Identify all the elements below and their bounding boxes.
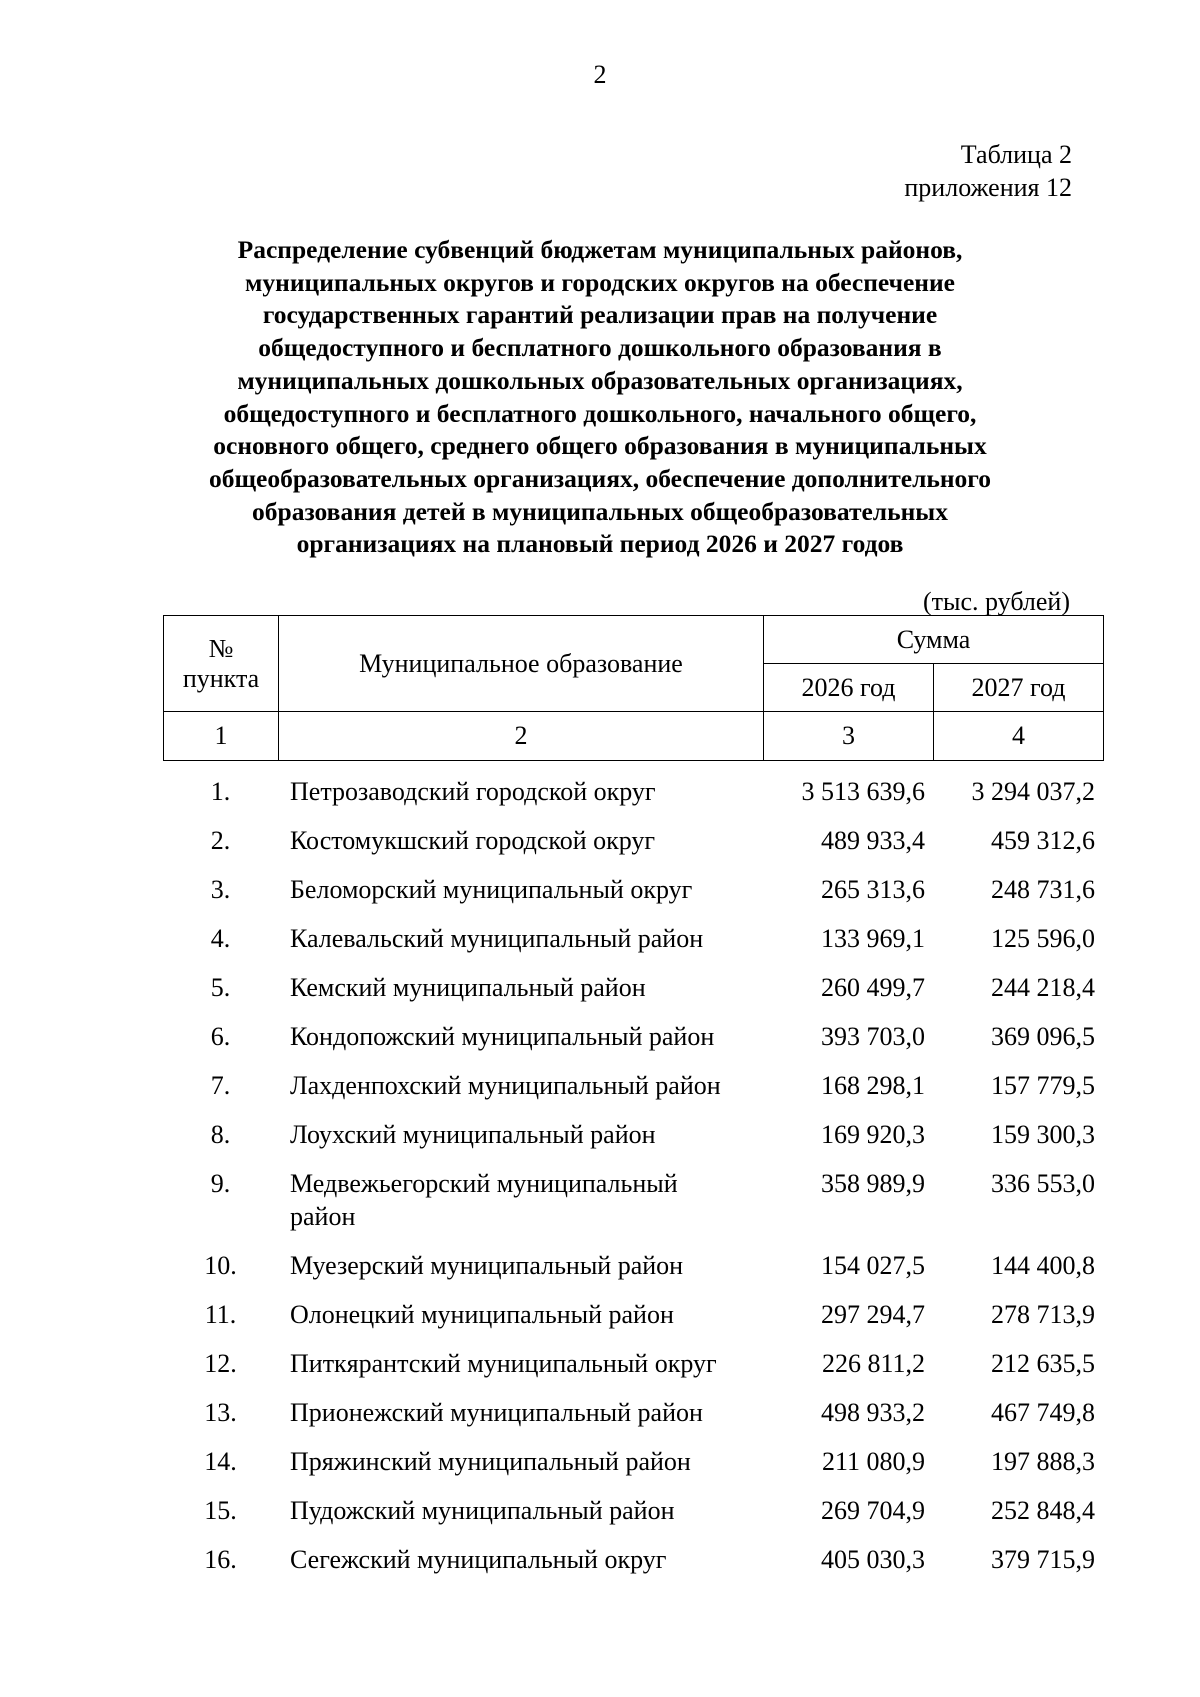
amount-2026: 489 933,4 bbox=[821, 826, 925, 855]
column-number: 3 bbox=[764, 712, 934, 761]
title-line: образования детей в муниципальных общеобразовательных bbox=[252, 496, 948, 526]
amount-2027: 125 596,0 bbox=[991, 924, 1095, 953]
table-row bbox=[163, 1543, 1103, 1592]
table-row bbox=[163, 1347, 1103, 1396]
municipality-name-line: район bbox=[290, 1202, 356, 1231]
amount-2026: 358 989,9 bbox=[821, 1169, 925, 1198]
municipality-name: Кемский муниципальный район bbox=[290, 973, 646, 1002]
row-number: 8. bbox=[210, 1120, 231, 1149]
title-line: муниципальных дошкольных образовательных организациях, bbox=[237, 365, 963, 395]
row-number: 1. bbox=[210, 777, 231, 806]
amount-2027: 157 779,5 bbox=[991, 1071, 1095, 1100]
header-number-symbol: № bbox=[208, 633, 234, 663]
title-line: Распределение субвенций бюджетам муниципальных районов, bbox=[237, 235, 963, 264]
header-sum: Сумма bbox=[764, 616, 1104, 664]
municipality-name-line: Медвежьегорский муниципальный bbox=[290, 1169, 678, 1198]
row-number: 3. bbox=[210, 875, 231, 904]
amount-2027: 467 749,8 bbox=[991, 1398, 1095, 1427]
row-number: 13. bbox=[204, 1398, 237, 1427]
table-row bbox=[163, 873, 1103, 922]
header-number-cell bbox=[164, 616, 279, 712]
table-row bbox=[163, 1494, 1103, 1543]
document-title bbox=[190, 234, 1010, 561]
table-row bbox=[163, 775, 1103, 824]
amount-2027: 159 300,3 bbox=[991, 1120, 1095, 1149]
amount-2027: 197 888,3 bbox=[991, 1447, 1095, 1476]
amount-2027: 252 848,4 bbox=[991, 1496, 1095, 1525]
municipality-name: Прионежский муниципальный район bbox=[290, 1398, 703, 1427]
amount-2027: 278 713,9 bbox=[991, 1300, 1095, 1329]
table-row bbox=[163, 1020, 1103, 1069]
appendix-reference-line: приложения 12 bbox=[904, 173, 1072, 202]
amount-2027: 336 553,0 bbox=[991, 1169, 1095, 1198]
municipality-name bbox=[278, 1167, 763, 1249]
amount-2026: 168 298,1 bbox=[821, 1071, 925, 1100]
amount-2027: 212 635,5 bbox=[991, 1349, 1095, 1378]
amount-2027: 248 731,6 bbox=[991, 875, 1095, 904]
row-number: 6. bbox=[210, 1022, 231, 1051]
title-line: общедоступного и бесплатного дошкольного образования в bbox=[258, 333, 942, 363]
amount-2026: 226 811,2 bbox=[821, 1349, 925, 1378]
data-table bbox=[163, 775, 1103, 1592]
table-row bbox=[163, 1445, 1103, 1494]
row-number: 11. bbox=[204, 1300, 237, 1329]
table-row bbox=[163, 971, 1103, 1020]
row-number: 4. bbox=[210, 924, 231, 953]
row-number: 15. bbox=[204, 1496, 237, 1525]
title-line: основного общего, среднего общего образования в муниципальных bbox=[213, 431, 987, 461]
page-number: 2 bbox=[593, 60, 607, 89]
amount-2026: 260 499,7 bbox=[821, 973, 925, 1002]
title-line: муниципальных округов и городских округов на обеспечение bbox=[245, 267, 955, 297]
municipality-name: Калевальский муниципальный район bbox=[290, 924, 704, 953]
table-header bbox=[163, 615, 1104, 761]
municipality-name: Лоухский муниципальный район bbox=[290, 1120, 656, 1149]
table-row bbox=[163, 1118, 1103, 1167]
table-row bbox=[163, 1069, 1103, 1118]
row-number: 10. bbox=[204, 1251, 237, 1280]
table-reference bbox=[904, 138, 1072, 204]
amount-2027: 369 096,5 bbox=[991, 1022, 1095, 1051]
municipality-name: Сегежский муниципальный округ bbox=[290, 1545, 667, 1574]
amount-2026: 265 313,6 bbox=[821, 875, 925, 904]
table-row bbox=[163, 1298, 1103, 1347]
municipality-name: Петрозаводский городской округ bbox=[290, 777, 656, 806]
column-number: 2 bbox=[279, 712, 764, 761]
table-row bbox=[163, 922, 1103, 971]
column-number: 1 bbox=[164, 712, 279, 761]
municipality-name: Беломорский муниципальный округ bbox=[290, 875, 693, 904]
amount-2026: 269 704,9 bbox=[821, 1496, 925, 1525]
municipality-name: Лахденпохский муниципальный район bbox=[290, 1071, 721, 1100]
municipality-name: Питкярантский муниципальный округ bbox=[290, 1349, 717, 1378]
table-row bbox=[163, 1249, 1103, 1298]
amount-2027: 144 400,8 bbox=[991, 1251, 1095, 1280]
amount-2026: 297 294,7 bbox=[821, 1300, 925, 1329]
row-number: 14. bbox=[204, 1447, 237, 1476]
municipality-name: Муезерский муниципальный район bbox=[290, 1251, 684, 1280]
header-municipality: Муниципальное образование bbox=[279, 616, 764, 712]
amount-2026: 211 080,9 bbox=[821, 1447, 925, 1476]
header-year-2026: 2026 год bbox=[764, 664, 934, 712]
title-line: организациях на плановый период 2026 и 2027 годов bbox=[296, 529, 904, 559]
header-year-2027: 2027 год bbox=[934, 664, 1104, 712]
table-reference-line: Таблица 2 bbox=[960, 140, 1072, 169]
amount-2026: 169 920,3 bbox=[821, 1120, 925, 1149]
title-line: общедоступного и бесплатного дошкольного, начального общего, bbox=[223, 398, 977, 428]
amount-2026: 3 513 639,6 bbox=[801, 777, 925, 806]
amount-2026: 154 027,5 bbox=[821, 1251, 925, 1280]
header-number-label: пункта bbox=[182, 663, 260, 693]
row-number: 7. bbox=[210, 1071, 231, 1100]
municipality-name: Пряжинский муниципальный район bbox=[290, 1447, 691, 1476]
amount-2026: 405 030,3 bbox=[821, 1545, 925, 1574]
row-number: 9. bbox=[210, 1169, 231, 1198]
municipality-name: Костомукшский городской округ bbox=[290, 826, 656, 855]
row-number: 16. bbox=[204, 1545, 237, 1574]
municipality-name: Кондопожский муниципальный район bbox=[290, 1022, 715, 1051]
amount-2026: 498 933,2 bbox=[821, 1398, 925, 1427]
amount-2027: 244 218,4 bbox=[991, 973, 1095, 1002]
table-row bbox=[163, 1167, 1103, 1249]
amount-2026: 393 703,0 bbox=[821, 1022, 925, 1051]
municipality-name: Пудожский муниципальный район bbox=[290, 1496, 675, 1525]
row-number: 5. bbox=[210, 973, 231, 1002]
row-number: 2. bbox=[210, 826, 231, 855]
column-number: 4 bbox=[934, 712, 1104, 761]
table-row bbox=[163, 1396, 1103, 1445]
row-number: 12. bbox=[204, 1349, 237, 1378]
amount-2026: 133 969,1 bbox=[821, 924, 925, 953]
amount-2027: 459 312,6 bbox=[991, 826, 1095, 855]
amount-2027: 3 294 037,2 bbox=[971, 777, 1095, 806]
amount-2027: 379 715,9 bbox=[991, 1545, 1095, 1574]
title-line: государственных гарантий реализации прав на получение bbox=[262, 300, 938, 330]
units-label: (тыс. рублей) bbox=[922, 587, 1070, 616]
title-line: общеобразовательных организациях, обеспечение дополнительного bbox=[208, 463, 992, 493]
municipality-name: Олонецкий муниципальный район bbox=[290, 1300, 674, 1329]
table-row bbox=[163, 824, 1103, 873]
